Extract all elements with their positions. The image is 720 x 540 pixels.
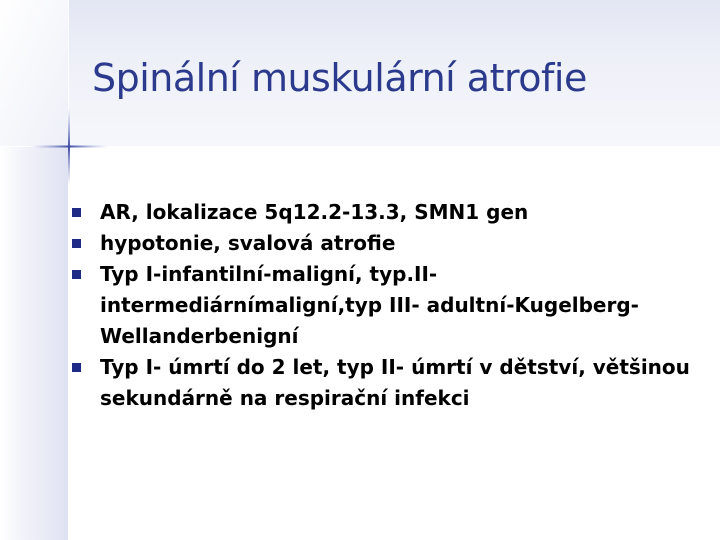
square-bullet-icon: [72, 208, 81, 217]
vertical-divider-line: [68, 0, 69, 540]
bullet-item: [72, 197, 692, 228]
square-bullet-icon: [72, 270, 81, 279]
bullet-item: [72, 352, 692, 414]
square-bullet-icon: [72, 363, 81, 372]
sparkle-cross-icon: [30, 108, 108, 186]
bullet-item: [72, 228, 692, 259]
bullet-text: AR, lokalizace 5q12.2-13.3, SMN1 gen: [100, 200, 529, 224]
bullet-text: Typ I-infantilní-maligní, typ.II-intermediárnímaligní,typ III- adultní-Kugelberg-Wellanderbenigní: [100, 262, 639, 348]
bullet-text: Typ I- úmrtí do 2 let, typ II- úmrtí v dětství, většinou sekundárně na respirační infekci: [100, 355, 690, 410]
square-bullet-icon: [72, 239, 81, 248]
bullet-list: [72, 197, 692, 414]
horizontal-divider-line: [0, 146, 720, 147]
slide-title: Spinální muskulární atrofie: [92, 56, 587, 100]
bullet-item: [72, 259, 692, 352]
bullet-text: hypotonie, svalová atrofie: [100, 231, 396, 255]
